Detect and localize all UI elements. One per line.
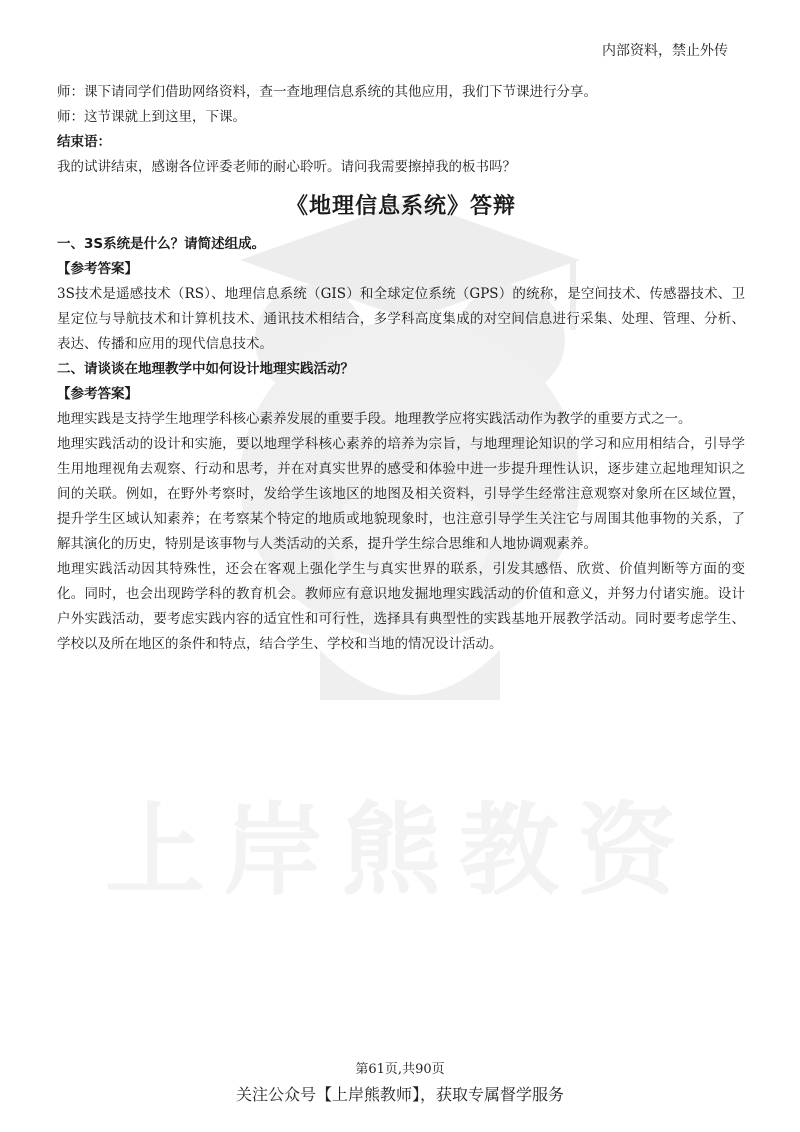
watermark-text: 上岸熊教资	[105, 792, 695, 909]
page-indicator: 第61页,共90页	[355, 1062, 445, 1077]
teacher-assignment-line: 师：课下请同学们借助网络资料，查一查地理信息系统的其他应用，我们下节课进行分享。	[57, 84, 597, 100]
section-title: 《地理信息系统》答辩	[285, 194, 516, 219]
confidential-note: 内部资料，禁止外传	[602, 43, 728, 59]
answer-2-paragraph: 地理实践是支持学生地理学科核心素养发展的重要手段。地理教学应将实践活动作为教学的重要方式之一。	[57, 411, 692, 427]
closing-text: 我的试讲结束，感谢各位评委老师的耐心聆听。请问我需要擦掉我的板书吗？	[57, 159, 516, 175]
footer-promo: 关注公众号【上岸熊教师】，获取专属督学服务	[235, 1085, 564, 1104]
answer-2-paragraph: 地理实践活动因其特殊性，还会在客观上强化学生与真实世界的联系，引发其感悟、欣赏、价值判断等方面的变化。同时，也会出现跨学科的教育机会。教师应有意识地发掘地理实践活动的价值和意义，并努力付诸实施。设计户外实践活动，要考虑实践内容的适宜性和可行性，选择具有典型性的实践基地开展教学活动。同时要考虑学生、学校以及所在地区的条件和特点，结合学生、学校和当地的情况设计活动。	[57, 561, 745, 652]
teacher-dismiss-line: 师：这节课就上到这里，下课。	[57, 109, 246, 125]
answer-2-paragraph: 地理实践活动的设计和实施，要以地理学科核心素养的培养为宗旨，与地理理论知识的学习和应用相结合，引导学生用地理视角去观察、行动和思考，并在对真实世界的感受和体验中进一步提升理性认识，逐步建立起地理知识之间的关联。例如，在野外考察时，发给学生该地区的地图及相关资料，引导学生经常注意观察对象所在区域位置，提升学生区域认知素养；在考察某个特定的地质或地貌现象时，也注意引导学生关注它与周围其他事物的关系，了解其演化的历史，特别是该事物与人类活动的关系，提升学生综合思维和人地协调观素养。	[57, 436, 745, 552]
closing-heading: 结束语：	[57, 134, 111, 150]
document-body	[57, 80, 745, 657]
question-1: 一、3S系统是什么？请简述组成。	[57, 236, 266, 252]
answer-1-text: 3S技术是遥感技术（RS）、地理信息系统（GIS）和全球定位系统（GPS）的统称，是空间技术、传感器技术、卫星定位与导航技术和计算机技术、通讯技术相结合，多学科高度集成的对空间信息进行采集、处理、管理、分析、表达、传播和应用的现代信息技术。	[57, 286, 745, 352]
answer-label-2: 【参考答案】	[57, 386, 138, 402]
answer-label-1: 【参考答案】	[57, 261, 138, 277]
question-2: 二、请谈谈在地理教学中如何设计地理实践活动？	[57, 361, 354, 377]
